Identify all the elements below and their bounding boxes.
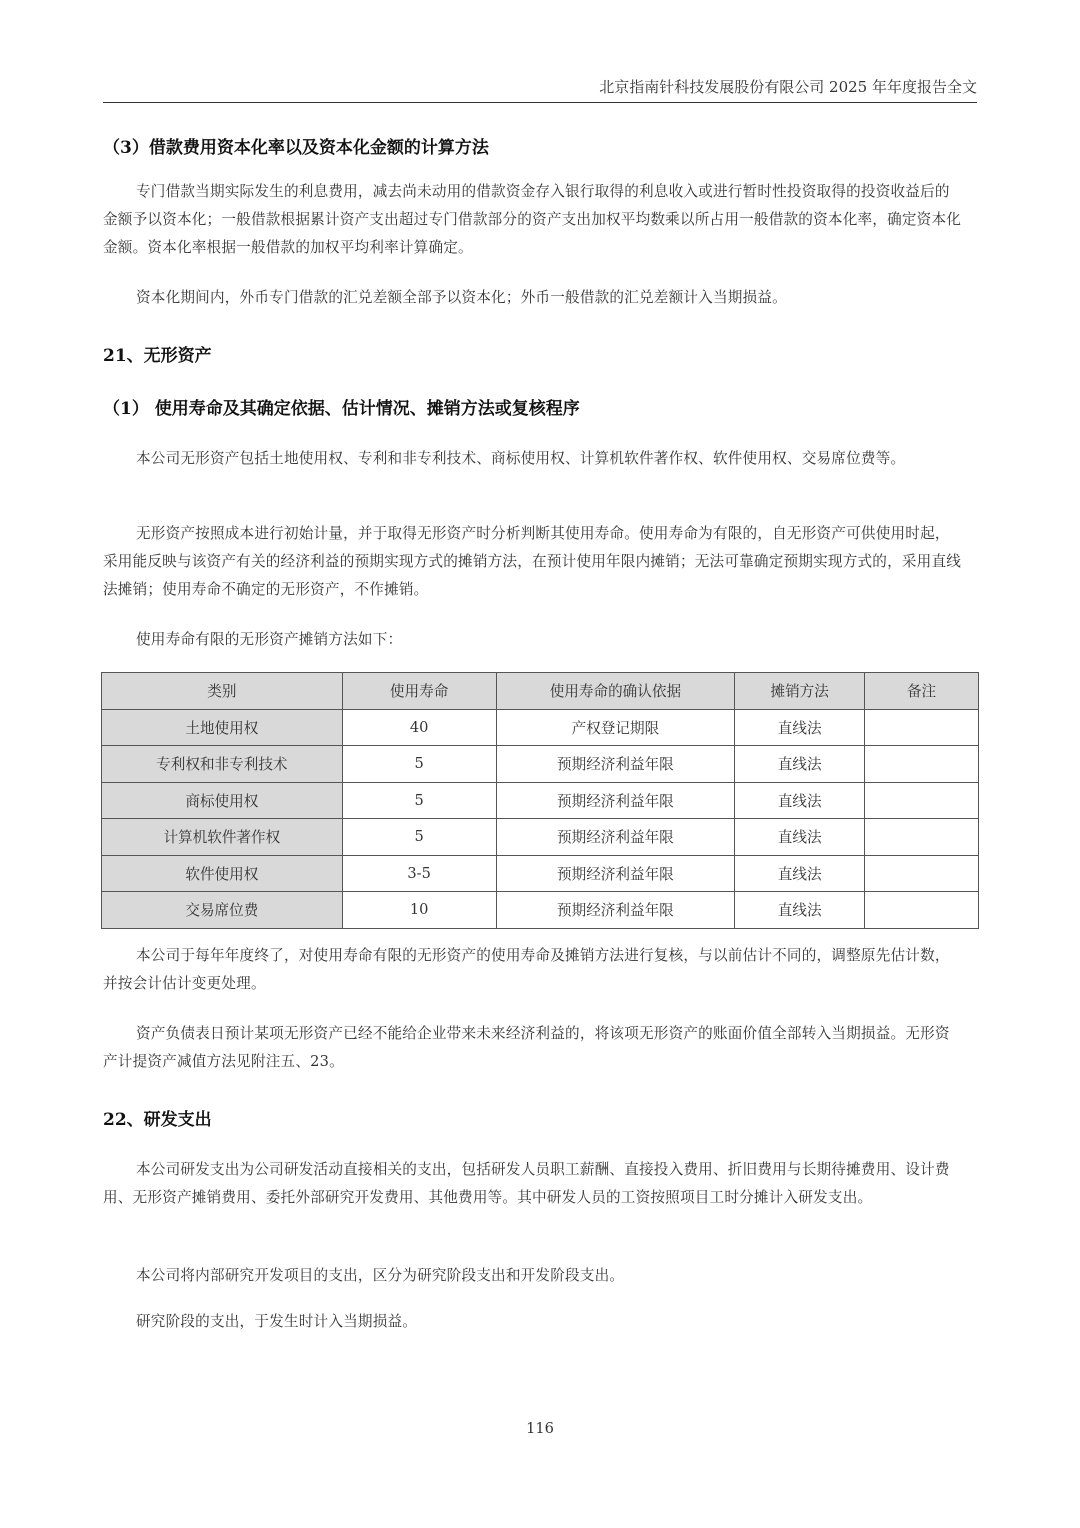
- section-22-paragraph-3: 研究阶段的支出，于发生时计入当期损益。: [136, 1313, 418, 1330]
- table-cell-life: 3-5: [342, 855, 496, 892]
- table-cell-basis: 预期经济利益年限: [496, 746, 735, 783]
- table-row: [102, 746, 979, 783]
- section-3-paragraph-1: 专门借款当期实际发生的利息费用，减去尚未动用的借款资金存入银行取得的利息收入或进行暂时性投资取得的投资收益后的金额予以资本化；一般借款根据累计资产支出超过专门借款部分的资产支出加权平均数乘以所占用一般借款的资本化率，确定资本化金额。资本化率根据一般借款的加权平均利率计算确定。: [103, 183, 962, 256]
- table-cell-method: 直线法: [735, 782, 865, 819]
- section-22-paragraph-1: 本公司研发支出为公司研发活动直接相关的支出，包括研发人员职工薪酬、直接投入费用、折旧费用与长期待摊费用、设计费用、无形资产摊销费用、委托外部研究开发费用、其他费用等。其中研发人员的工资按照项目工时分摊计入研发支出。: [103, 1161, 950, 1206]
- table-cell-life: 10: [342, 892, 496, 929]
- table-cell-category: 交易席位费: [102, 892, 343, 929]
- table-row: [102, 819, 979, 856]
- section-21-paragraph-4: 本公司于每年年度终了，对使用寿命有限的无形资产的使用寿命及摊销方法进行复核，与以前估计不同的，调整原先估计数，并按会计估计变更处理。: [103, 947, 950, 992]
- table-header-cell: 摊销方法: [735, 673, 865, 710]
- table-row: [102, 892, 979, 929]
- page-number: 116: [526, 1420, 554, 1437]
- table-cell-category: 专利权和非专利技术: [102, 746, 343, 783]
- table-cell-method: 直线法: [735, 855, 865, 892]
- table-cell-life: 40: [342, 709, 496, 746]
- table-header-cell: 类别: [102, 673, 343, 710]
- table-cell-remark: [865, 892, 979, 929]
- table-cell-remark: [865, 746, 979, 783]
- section-21-heading: 21、无形资产: [103, 346, 212, 366]
- table-cell-basis: 预期经济利益年限: [496, 855, 735, 892]
- section-21-paragraph-1: 本公司无形资产包括土地使用权、专利和非专利技术、商标使用权、计算机软件著作权、软件使用权、交易席位费等。: [136, 450, 906, 467]
- section-3-paragraph-2: 资本化期间内，外币专门借款的汇兑差额全部予以资本化；外币一般借款的汇兑差额计入当期损益。: [136, 289, 787, 306]
- table-header-cell: 使用寿命的确认依据: [496, 673, 735, 710]
- header-divider: [103, 102, 977, 103]
- table-header-cell: 备注: [865, 673, 979, 710]
- table-cell-method: 直线法: [735, 709, 865, 746]
- table-cell-life: 5: [342, 819, 496, 856]
- section-21-paragraph-5: 资产负债表日预计某项无形资产已经不能给企业带来未来经济利益的，将该项无形资产的账面价值全部转入当期损益。无形资产计提资产减值方法见附注五、23。: [103, 1025, 950, 1070]
- section-21-paragraph-3: 使用寿命有限的无形资产摊销方法如下：: [136, 631, 403, 648]
- table-header-row: [102, 673, 979, 710]
- table-header-cell: 使用寿命: [342, 673, 496, 710]
- table-cell-life: 5: [342, 782, 496, 819]
- table-cell-method: 直线法: [735, 892, 865, 929]
- section-3-heading: （3）借款费用资本化率以及资本化金额的计算方法: [103, 138, 489, 158]
- table-row: [102, 782, 979, 819]
- table-row: [102, 855, 979, 892]
- table-cell-remark: [865, 782, 979, 819]
- page-header-title: 北京指南针科技发展股份有限公司 2025 年年度报告全文: [599, 78, 977, 96]
- section-21-paragraph-2: 无形资产按照成本进行初始计量，并于取得无形资产时分析判断其使用寿命。使用寿命为有限的，自无形资产可供使用时起，采用能反映与该资产有关的经济利益的预期实现方式的摊销方法，在预计使用年限内摊销；无法可靠确定预期实现方式的，采用直线法摊销；使用寿命不确定的无形资产，不作摊销。: [103, 525, 962, 598]
- table-row: [102, 709, 979, 746]
- table-cell-basis: 预期经济利益年限: [496, 782, 735, 819]
- table-cell-method: 直线法: [735, 819, 865, 856]
- table-cell-remark: [865, 855, 979, 892]
- table-cell-category: 计算机软件著作权: [102, 819, 343, 856]
- table-cell-remark: [865, 709, 979, 746]
- table-cell-life: 5: [342, 746, 496, 783]
- table-cell-category: 软件使用权: [102, 855, 343, 892]
- table-cell-category: 商标使用权: [102, 782, 343, 819]
- section-21-subheading: （1） 使用寿命及其确定依据、估计情况、摊销方法或复核程序: [103, 399, 580, 419]
- table-cell-basis: 产权登记期限: [496, 709, 735, 746]
- table-cell-remark: [865, 819, 979, 856]
- table-cell-basis: 预期经济利益年限: [496, 892, 735, 929]
- table-cell-category: 土地使用权: [102, 709, 343, 746]
- section-22-paragraph-2: 本公司将内部研究开发项目的支出，区分为研究阶段支出和开发阶段支出。: [136, 1267, 625, 1284]
- table-cell-basis: 预期经济利益年限: [496, 819, 735, 856]
- section-22-heading: 22、研发支出: [103, 1110, 212, 1130]
- table-cell-method: 直线法: [735, 746, 865, 783]
- amortization-table: [101, 672, 979, 929]
